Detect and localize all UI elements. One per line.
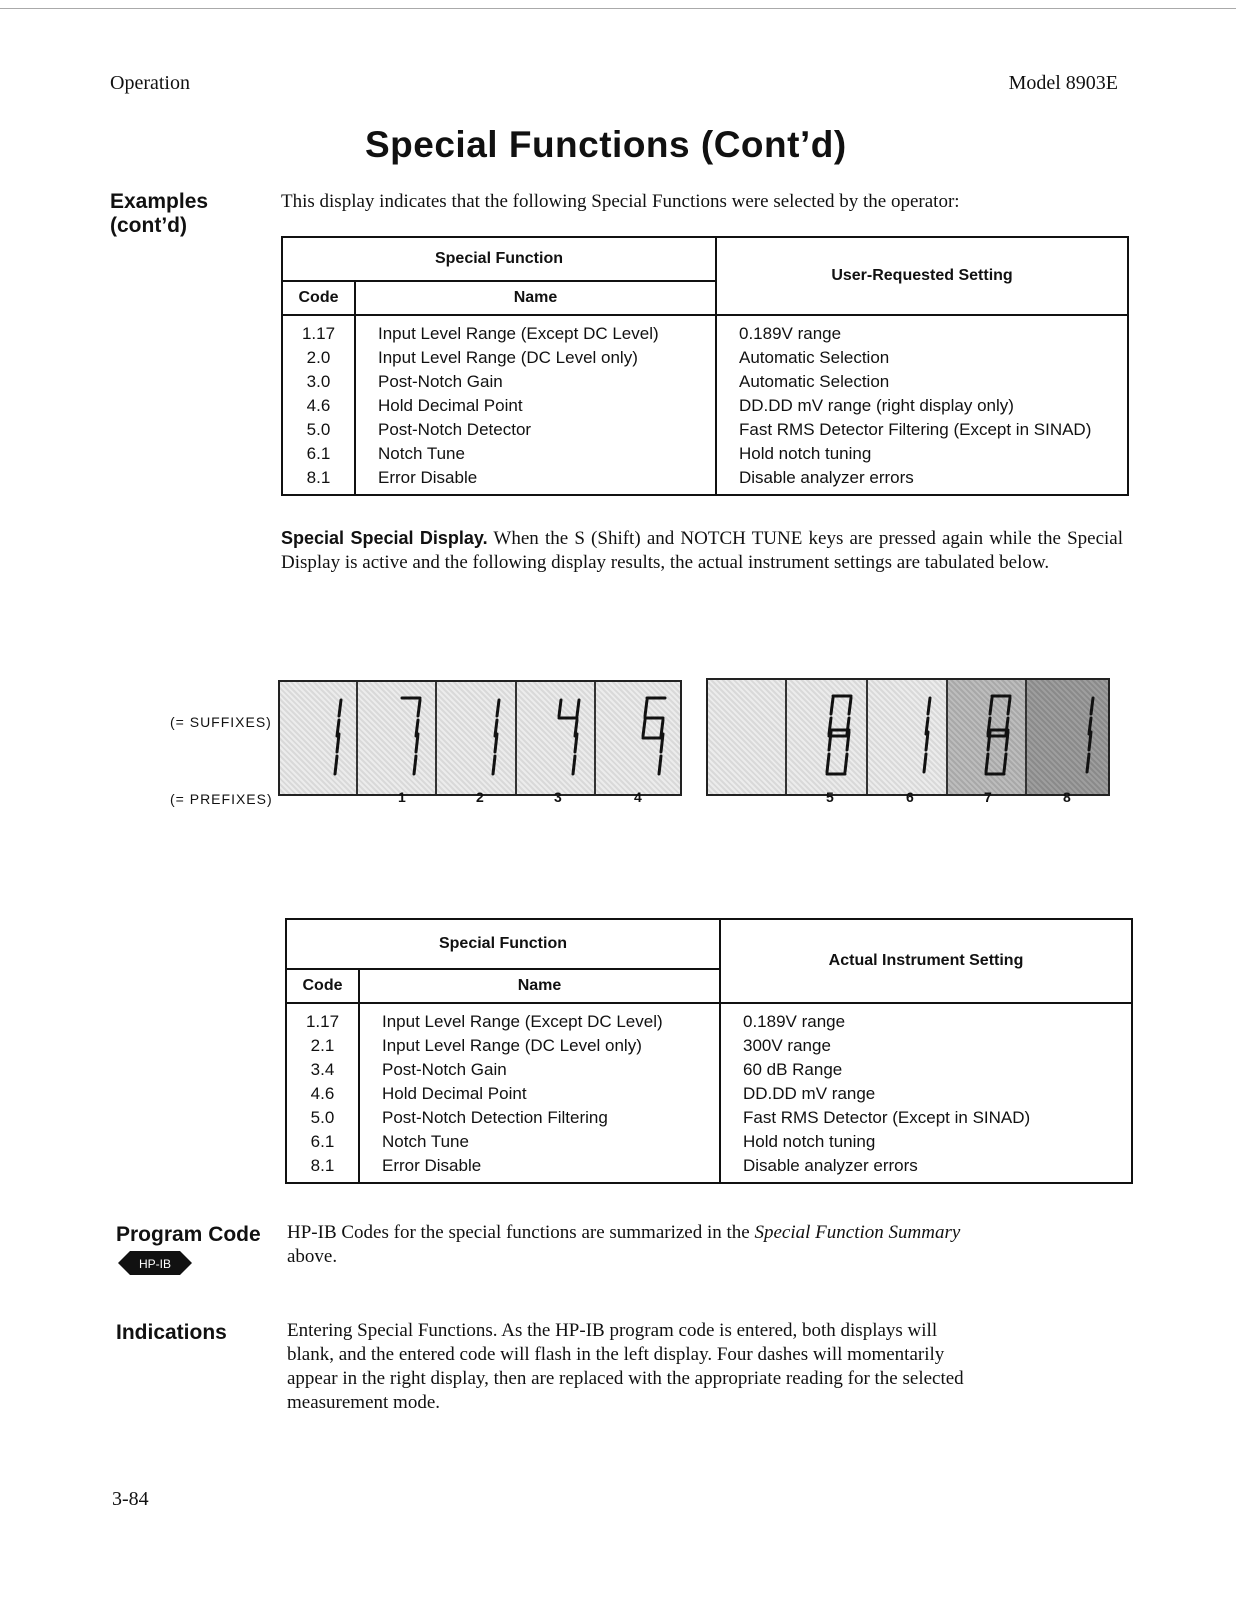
indications-text: Entering Special Functions. As the HP-IB program code is entered, both displays will blank, and the entered code will flash in the left display. Four dashes will momentarily appear in the right display, then are replaced with the appropriate reading for the selected measurement mode. xyxy=(287,1320,964,1413)
display-cell-9 xyxy=(1027,680,1108,794)
position-number: 8 xyxy=(1063,789,1071,805)
segment-f xyxy=(990,698,992,714)
right-display xyxy=(706,678,1110,796)
program-code-text xyxy=(287,1221,967,1269)
segment-b xyxy=(928,698,930,714)
table1-body xyxy=(282,315,1128,495)
t2-setting-cell: Hold notch tuning xyxy=(743,1132,876,1151)
table2-group-header: Special Function xyxy=(286,919,720,969)
seven-segment-digit xyxy=(437,682,515,794)
display-cell-6 xyxy=(787,680,868,794)
segment-b xyxy=(1091,698,1093,714)
t1-name-cell: Input Level Range (DC Level only) xyxy=(378,348,638,367)
seven-segment-digit xyxy=(787,680,867,794)
t1-code-cell: 2.0 xyxy=(306,348,331,367)
table1-code-header: Code xyxy=(282,281,355,315)
display-cell-8 xyxy=(948,680,1027,794)
t2-name-cell: Post-Notch Gain xyxy=(382,1060,507,1079)
display-cell-2 xyxy=(358,682,437,794)
program-code-text-part: HP-IB Codes for the special functions are summarized in the xyxy=(287,1222,755,1243)
display-cell-3 xyxy=(437,682,516,794)
segment-f xyxy=(559,700,561,716)
t1-name-cell: Error Disable xyxy=(378,468,478,487)
t1-name-cell: Hold Decimal Point xyxy=(378,396,523,415)
position-number: 7 xyxy=(984,789,992,805)
page-title: Special Functions (Cont’d) xyxy=(365,124,847,165)
t2-setting-cell: 300V range xyxy=(743,1036,831,1055)
t2-setting-cell: DD.DD mV range xyxy=(743,1084,876,1103)
t1-code-cell: 1.17 xyxy=(301,324,336,343)
segment-f xyxy=(831,698,833,714)
segment-f xyxy=(645,700,647,716)
examples-heading xyxy=(110,190,208,238)
display-cell-1 xyxy=(280,682,358,794)
segment-b xyxy=(926,732,928,750)
table2-body xyxy=(286,1003,1132,1183)
segment-b xyxy=(1008,698,1010,714)
table1-setting-column xyxy=(716,315,1128,495)
t2-code-cell: 4.6 xyxy=(310,1084,335,1103)
examples-heading-line2: (cont’d) xyxy=(110,214,187,237)
table1-name-column xyxy=(355,315,716,495)
t1-code-cell: 3.0 xyxy=(306,372,331,391)
top-rule xyxy=(0,8,1236,9)
t2-code-cell: 5.0 xyxy=(310,1108,335,1127)
segment-b xyxy=(497,700,499,716)
table1-setting-header: User-Requested Setting xyxy=(716,237,1128,315)
seven-segment-digit xyxy=(358,682,436,794)
position-number: 4 xyxy=(634,789,642,805)
table2-setting-header: Actual Instrument Setting xyxy=(720,919,1132,1003)
table1-group-header: Special Function xyxy=(282,237,716,281)
segment-c xyxy=(924,754,926,772)
seven-segment-digit xyxy=(868,680,946,794)
segment-b xyxy=(337,734,339,752)
examples-intro: This display indicates that the following Special Functions were selected by the operator: xyxy=(281,191,960,212)
special-display-lead: Special Special Display. xyxy=(281,528,488,548)
hp-ib-badge-text: HP-IB xyxy=(138,1257,172,1271)
t2-setting-cell: 0.189V range xyxy=(743,1012,846,1031)
segment-b xyxy=(1089,732,1091,750)
segment-e xyxy=(986,754,988,772)
hp-ib-icon xyxy=(118,1250,192,1276)
user-requested-table xyxy=(281,236,1129,496)
segment-c xyxy=(414,756,416,774)
segment-b xyxy=(577,700,579,716)
position-number: 1 xyxy=(398,789,406,805)
seven-segment-digit xyxy=(1027,680,1109,794)
segment-c xyxy=(1004,754,1006,772)
table1-code-column xyxy=(282,315,355,495)
left-display xyxy=(278,680,682,796)
segment-f xyxy=(988,732,990,750)
segment-e xyxy=(827,754,829,772)
prefixes-label: (= PREFIXES) xyxy=(170,791,273,807)
segment-b xyxy=(575,734,577,752)
t2-code-cell: 6.1 xyxy=(310,1132,335,1151)
segment-b xyxy=(339,700,341,716)
special-display-paragraph xyxy=(281,526,1123,575)
t1-code-cell: 4.6 xyxy=(306,396,331,415)
table2-code-header: Code xyxy=(286,969,359,1003)
segment-c xyxy=(335,756,337,774)
t2-name-cell: Hold Decimal Point xyxy=(382,1084,527,1103)
segment-c xyxy=(493,756,495,774)
t1-setting-cell: 0.189V range xyxy=(739,324,842,343)
t2-name-cell: Input Level Range (Except DC Level) xyxy=(382,1012,663,1031)
segment-e xyxy=(643,720,645,736)
t1-setting-cell: Automatic Selection xyxy=(739,372,890,391)
segment-c xyxy=(845,754,847,772)
examples-heading-line1: Examples xyxy=(110,190,209,213)
display-cell-blank xyxy=(708,680,787,794)
segment-b xyxy=(418,700,420,716)
table1-name-header: Name xyxy=(355,281,716,315)
display-cell-7 xyxy=(868,680,947,794)
running-header-model: Model 8903E xyxy=(1008,72,1118,94)
actual-setting-table xyxy=(285,918,1133,1184)
display-cell-5 xyxy=(596,682,680,794)
table2-setting-column xyxy=(720,1003,1132,1183)
table2-code-column xyxy=(286,1003,359,1183)
t1-name-cell: Notch Tune xyxy=(378,444,465,463)
t2-name-cell: Notch Tune xyxy=(382,1132,469,1151)
t1-setting-cell: Automatic Selection xyxy=(739,348,890,367)
segment-f xyxy=(829,732,831,750)
t1-setting-cell: Disable analyzer errors xyxy=(739,468,914,487)
t1-code-cell: 8.1 xyxy=(306,468,331,487)
seven-segment-digit xyxy=(280,682,357,794)
running-header-section: Operation xyxy=(110,72,190,94)
t1-setting-cell: Fast RMS Detector Filtering (Except in SINAD) xyxy=(739,420,1092,439)
t2-setting-cell: 60 dB Range xyxy=(743,1060,843,1079)
t1-name-cell: Post-Notch Gain xyxy=(378,372,503,391)
t1-name-cell: Post-Notch Detector xyxy=(378,420,532,439)
t2-setting-cell: Fast RMS Detector (Except in SINAD) xyxy=(743,1108,1031,1127)
display-cell-4 xyxy=(517,682,596,794)
segment-b xyxy=(847,732,849,750)
t2-code-cell: 1.17 xyxy=(305,1012,340,1031)
segment-b xyxy=(416,734,418,752)
position-number: 5 xyxy=(826,789,834,805)
position-number: 3 xyxy=(554,789,562,805)
suffixes-label: (= SUFFIXES) xyxy=(170,714,272,730)
t1-name-cell: Input Level Range (Except DC Level) xyxy=(378,324,659,343)
position-number: 2 xyxy=(476,789,484,805)
segment-b xyxy=(661,734,663,752)
table2-name-column xyxy=(359,1003,720,1183)
segment-c xyxy=(659,756,661,774)
page-number: 3-84 xyxy=(112,1488,149,1510)
t2-code-cell: 2.1 xyxy=(310,1036,335,1055)
t1-code-cell: 5.0 xyxy=(306,420,331,439)
segment-c xyxy=(1087,754,1089,772)
special-display-text: When the S (Shift) and NOTCH TUNE keys are pressed again while the Special Display is active and the following display results, the actual instrument settings are tabulated below. xyxy=(281,528,1123,573)
t1-code-cell: 6.1 xyxy=(306,444,331,463)
t2-code-cell: 8.1 xyxy=(310,1156,335,1175)
t1-setting-cell: Hold notch tuning xyxy=(739,444,872,463)
seven-segment-digit xyxy=(948,680,1026,794)
segment-c xyxy=(573,756,575,774)
program-code-text-part: above. xyxy=(287,1246,338,1267)
segment-b xyxy=(1006,732,1008,750)
t1-setting-cell: DD.DD mV range (right display only) xyxy=(739,396,1014,415)
t2-setting-cell: Disable analyzer errors xyxy=(743,1156,918,1175)
indications-heading: Indications xyxy=(116,1321,227,1344)
segment-b xyxy=(849,698,851,714)
special-function-summary-ref: Special Function Summary xyxy=(754,1222,961,1243)
t2-name-cell: Input Level Range (DC Level only) xyxy=(382,1036,642,1055)
position-number: 6 xyxy=(906,789,914,805)
t2-name-cell: Post-Notch Detection Filtering xyxy=(382,1108,608,1127)
t2-code-cell: 3.4 xyxy=(310,1060,335,1079)
segment-b xyxy=(495,734,497,752)
table2-name-header: Name xyxy=(359,969,720,1003)
seven-segment-digit xyxy=(596,682,681,794)
program-code-heading: Program Code xyxy=(116,1223,261,1246)
t2-name-cell: Error Disable xyxy=(382,1156,482,1175)
seven-segment-digit xyxy=(517,682,595,794)
